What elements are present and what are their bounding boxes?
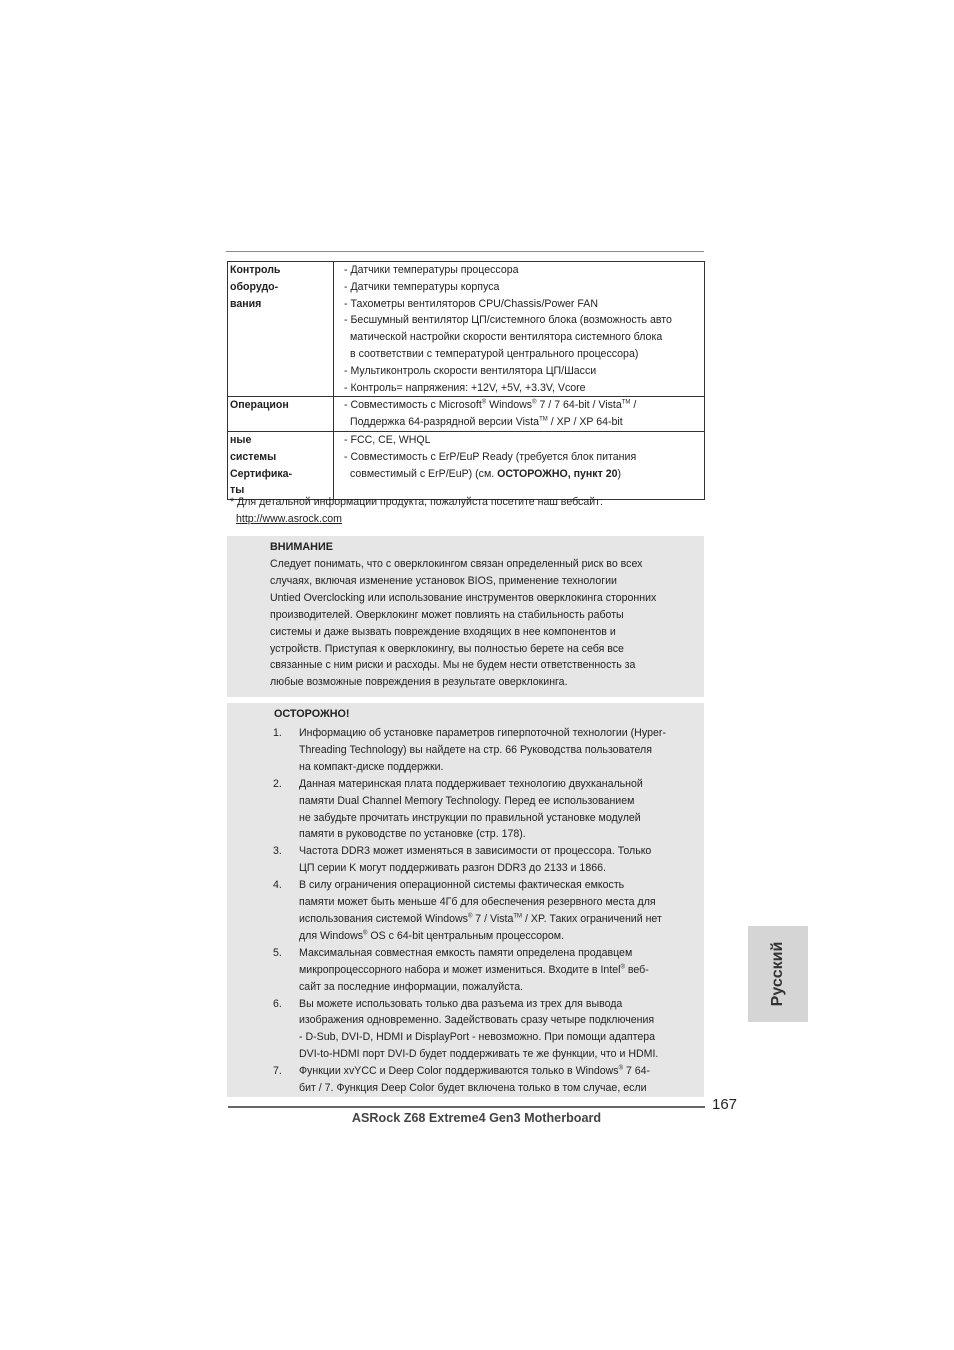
spec-label-line: Операцион (230, 399, 289, 412)
spec-label-line: вания (230, 297, 262, 310)
warning-box (227, 536, 704, 697)
caution-title: ОСТОРОЖНО! (274, 708, 350, 720)
top-rule (226, 251, 704, 252)
warning-title: ВНИМАНИЕ (270, 541, 333, 553)
spec-label-line: ные (230, 433, 252, 446)
spec-value (334, 431, 705, 499)
spec-value (334, 262, 705, 397)
warning-line: производителей. Оверклокинг может повлиять на стабильность работы (270, 608, 624, 621)
spec-row-hardware-monitor (228, 262, 705, 397)
language-tab (748, 926, 808, 1022)
spec-value-line: - Датчики температуры корпуса (344, 280, 500, 293)
warning-line: Следует понимать, что с оверклокингом связан определенный риск во всех (270, 558, 643, 570)
website-link[interactable]: http://www.asrock.com (236, 513, 342, 525)
warning-line: Untied Overclocking или использование инструментов оверклокинга сторонних (270, 591, 657, 604)
caution-item: 7. Функции xvYCC и Deep Color поддерживаются только в Windows® 7 64- бит / 7. Функция Deep Color будет включена только в том случае, если (273, 1065, 651, 1095)
spec-value-line: - Датчики температуры процессора (344, 264, 519, 276)
caution-item: 3. Частота DDR3 может изменяться в зависимости от процессора. Толькo ЦП серии K могут поддерживать разгон DDR3 до 2133 и 1866. (273, 845, 652, 875)
spec-row-os (228, 397, 705, 432)
spec-label-line: оборудо- (230, 280, 279, 293)
spec-label-line: Контроль (230, 264, 281, 276)
spec-value-line: - Мультиконтроль скорости вентилятора ЦП/Шасси (344, 364, 597, 377)
footnote-text: * Для детальной информации продукта, пожалуйста посетите наш вебсайт: (230, 496, 603, 508)
spec-value-line: Поддержка 64-разрядной версии Vista™ / XP / XP 64-bit (350, 416, 623, 429)
caution-box (227, 703, 704, 1097)
spec-value-line: - Совместимость с Microsoft® Windows® 7 / 7 64-bit / Vista™ / (344, 399, 637, 412)
spec-label (228, 262, 334, 397)
warning-line: связанные с ним риски и расходы. Мы не будем нести ответственность за (270, 659, 636, 672)
spec-label-line: ты (230, 484, 245, 497)
warning-line: устройств. Приступая к оверклокингу, вы полностью берете на себя все (270, 642, 624, 655)
spec-value-line: - Контроль= напряжения: +12V, +5V, +3.3V, Vcore (344, 381, 586, 394)
spec-value-line: - FCC, CE, WHQL (344, 433, 431, 446)
spec-value-line: совместимый с ErP/EuP) (см. ОСТОРОЖНО, пункт 20) (350, 467, 622, 480)
page-number: 167 (712, 1096, 738, 1113)
language-tab-label: Русский (769, 941, 786, 1007)
spec-value (334, 397, 705, 432)
warning-line: системы и даже вызвать повреждение входящих в нее компонентов и (270, 625, 616, 638)
footer-title: ASRock Z68 Extreme4 Gen3 Motherboard (351, 1111, 602, 1125)
spec-value-line: - Бесшумный вентилятор ЦП/системного блока (возможность авто (344, 314, 672, 327)
caution-item: 6. Вы можете использовать только два разъема из трех для вывода изображения одновременно. Задействовать сразу четыре подключения - D-Sub, DVI-D, HDMI и DisplayPort - невозможно. При помощи адаптера DVI-to-HDMI порт DVI-D будет поддерживать те же функции, что и HDMI. (273, 997, 659, 1061)
warning-line: любые возможные повреждения в результате оверклокинга. (270, 676, 568, 689)
spec-row-certifications (228, 431, 705, 499)
spec-label-line: системы (230, 450, 277, 463)
spec-label (228, 397, 334, 432)
spec-value-line: в соответствии с температурой центрального процессора) (350, 347, 639, 360)
warning-line: случаях, включая изменение установок BIOS, применение технологии (270, 574, 617, 587)
spec-table (227, 261, 705, 500)
bottom-rule (228, 1106, 705, 1108)
spec-label (228, 431, 334, 499)
spec-value-line: - Совместимость с ErP/EuP Ready (требуется блок питания (344, 450, 637, 463)
caution-item: 4. В силу ограничения операционной системы фактическая емкость памяти может быть меньше 4Гб для обеспечения резервного места для использования системой Windows® 7 / Vista™ / XP. Таких ограничений нет для Windows® OS с 64-bit центральным процессором. (273, 879, 662, 942)
spec-label-line: Сертифика- (230, 467, 293, 480)
caution-item: 1. Информацию об установке параметров гиперпоточной технологии (Hyper- Threading Technology) вы найдете на стр. 66 Руководства пользователя на компакт-диске поддержки. (273, 727, 666, 773)
spec-value-line: - Тахометры вентиляторов CPU/Chassis/Power FAN (344, 297, 598, 310)
caution-item: 5. Максимальная совместная емкость памяти определена продавцем микропроцессорного набора и может измениться. Входите в Intel® веб- сайт за последние информации, пожалуйста. (273, 946, 649, 993)
caution-item: 2. Данная материнская плата поддерживает технологию двухканальной памяти Dual Channel Memory Technology. Перед ее использованием не забудьте прочитать инструкции по правильной установке модулей памяти в руководстве по установке (стр. 178). (273, 777, 643, 841)
spec-value-line: матической настройки скорости вентилятора системного блока (350, 331, 663, 344)
